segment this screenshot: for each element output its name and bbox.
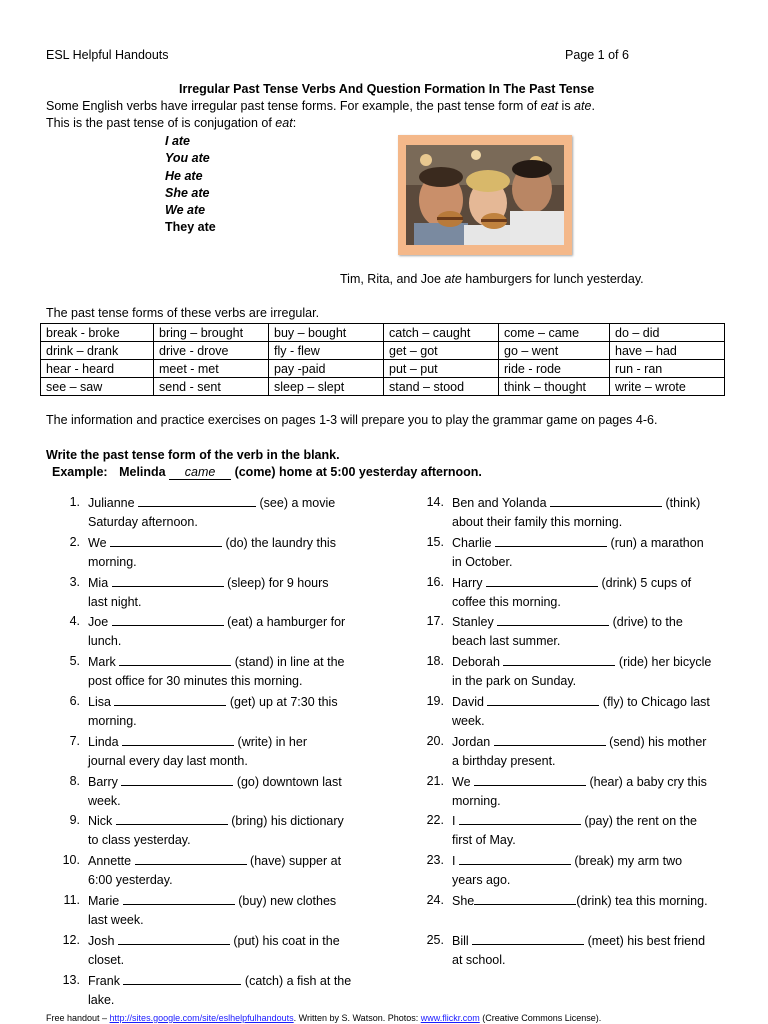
exercise-line	[88, 734, 307, 749]
exercise-line	[452, 535, 704, 550]
verb-table-cell: run - ran	[610, 360, 725, 378]
exercise-verb: (think)	[662, 496, 701, 510]
verb-table-cell: catch – caught	[384, 324, 499, 342]
answer-blank[interactable]	[495, 535, 607, 547]
exercise-verb: (break) my arm two	[570, 854, 683, 869]
exercise-number: 21.	[426, 773, 444, 788]
exercise-line	[88, 575, 329, 590]
exercise-number: 19.	[426, 694, 444, 708]
exercise-verb: (bring) his dictionary	[227, 814, 344, 829]
conjugation-item: He ate	[165, 168, 203, 183]
answer-blank[interactable]	[459, 813, 581, 825]
footer-text: Free handout –	[46, 1013, 110, 1023]
exercise-subject: Jordan	[452, 734, 494, 749]
answer-blank[interactable]	[494, 734, 606, 746]
exercise-verb: (catch) a fish at the	[241, 973, 352, 988]
footer-text: (Creative Commons License).	[479, 1013, 602, 1023]
answer-blank[interactable]	[119, 654, 231, 666]
exercise-verb: (drink) tea this morning.	[576, 894, 708, 908]
exercise-verb: (drive) to the	[609, 615, 683, 630]
answer-blank[interactable]	[135, 853, 247, 865]
answer-blank[interactable]	[114, 694, 226, 706]
example	[52, 465, 482, 480]
exercise-number: 25.	[426, 932, 444, 947]
answer-blank[interactable]	[110, 535, 222, 547]
exercise-line	[88, 774, 342, 789]
exercise-continuation: week.	[88, 793, 121, 808]
answer-blank[interactable]	[138, 495, 256, 507]
verb-table-cell: get – got	[384, 342, 499, 360]
intro-line-2	[46, 116, 296, 130]
answer-blank[interactable]	[123, 893, 235, 905]
verb-table-row	[41, 378, 725, 396]
exercise-line	[452, 774, 707, 789]
exercise-continuation: morning.	[88, 714, 137, 728]
flickr-link[interactable]: www.flickr.com	[420, 1013, 480, 1023]
verb-table-cell: fly - flew	[269, 342, 384, 360]
exercise-line	[452, 694, 710, 709]
exercise-verb: (have) supper at	[246, 854, 342, 869]
exercise-verb: (get) up at 7:30 this	[226, 695, 338, 709]
caption-ate: ate	[444, 272, 462, 286]
exercise-continuation: lake.	[88, 992, 115, 1007]
exercise-continuation: lunch.	[88, 634, 122, 649]
page-number: Page 1 of 6	[565, 48, 629, 62]
verb-table-row	[41, 342, 725, 360]
intro-text: .	[591, 99, 595, 113]
answer-blank[interactable]	[123, 973, 241, 985]
intro-text: is	[558, 99, 575, 113]
exercise-subject: We	[88, 535, 110, 550]
site-link[interactable]: http://sites.google.com/site/eslhelpfulhandouts	[109, 1013, 294, 1023]
page-title: Irregular Past Tense Verbs And Question Formation In The Past Tense	[179, 82, 595, 96]
verb-table-cell: drive - drove	[154, 342, 269, 360]
exercise-subject: Mia	[88, 575, 112, 590]
exercise-subject: I	[452, 814, 459, 829]
intro-line-1	[46, 99, 595, 113]
exercise-number: 5.	[69, 654, 80, 669]
exercise-continuation: to class yesterday.	[88, 833, 191, 848]
conjugation-item: You ate	[165, 151, 210, 166]
exercise-continuation: closet.	[88, 952, 125, 967]
verb-table-cell: break - broke	[41, 324, 154, 342]
exercise-subject: Josh	[88, 933, 118, 948]
answer-blank[interactable]	[472, 933, 584, 945]
intro-text: :	[292, 116, 297, 130]
exercise-line	[88, 535, 336, 550]
exercise-verb: (do) the laundry this	[222, 535, 336, 550]
exercise-verb: (hear) a baby cry this	[586, 774, 707, 789]
exercise-line	[452, 734, 706, 749]
instructions: Write the past tense form of the verb in the blank.	[46, 448, 340, 462]
exercise-line	[452, 813, 697, 828]
exercise-subject: Stanley	[452, 615, 498, 630]
exercise-subject: Ben and Yolanda	[452, 496, 551, 510]
exercise-number: 8.	[69, 773, 80, 788]
verb-table-row	[41, 360, 725, 378]
exercise-line	[452, 495, 700, 510]
answer-blank[interactable]	[503, 654, 615, 666]
exercise-continuation: beach last summer.	[452, 634, 561, 649]
exercise-number: 6.	[69, 694, 80, 708]
exercise-verb: (stand) in line at the	[231, 655, 345, 670]
exercise-verb: (put) his coat in the	[229, 933, 340, 948]
answer-blank[interactable]	[118, 933, 230, 945]
answer-blank[interactable]	[487, 694, 599, 706]
exercise-number: 11.	[63, 893, 80, 907]
exercise-verb: (send) his mother	[605, 734, 707, 749]
exercise-continuation: at school.	[452, 952, 506, 967]
exercise-continuation: week.	[452, 714, 485, 728]
exercise-line	[88, 694, 338, 709]
exercise-verb: (drink) 5 cups of	[598, 575, 692, 590]
answer-blank[interactable]	[122, 734, 234, 746]
exercise-line	[88, 933, 340, 948]
exercise-verb: (eat) a hamburger for	[223, 615, 346, 630]
exercise-subject: Charlie	[452, 535, 496, 550]
verb-table-cell: pay -paid	[269, 360, 384, 378]
verb-table-cell: have – had	[610, 342, 725, 360]
exercise-number: 7.	[69, 733, 80, 748]
photo-caption	[340, 272, 644, 286]
answer-blank[interactable]	[486, 575, 598, 587]
exercise-subject: David	[452, 695, 488, 709]
exercise-verb: (run) a marathon	[607, 535, 704, 550]
exercise-number: 17.	[426, 614, 444, 629]
exercise-continuation: a birthday present.	[452, 753, 556, 768]
intro-text: This is the past tense of is conjugation of	[46, 116, 276, 130]
exercise-number: 10.	[62, 853, 80, 868]
verb-table-cell: bring – brought	[154, 324, 269, 342]
exercise-subject: I	[452, 854, 459, 869]
exercise-subject: She	[452, 894, 475, 908]
exercise-verb: (sleep) for 9 hours	[223, 575, 329, 590]
exercise-number: 24.	[426, 893, 444, 907]
intro-eat: eat	[275, 116, 293, 130]
exercise-number: 12.	[62, 932, 80, 947]
exercise-subject: Barry	[88, 774, 122, 789]
conjugation-item: I ate	[165, 134, 191, 148]
exercise-line	[452, 654, 711, 669]
verb-table-cell: think – thought	[499, 378, 610, 396]
exercise-continuation: in October.	[452, 554, 513, 569]
verb-table-row	[41, 324, 725, 342]
answer-blank[interactable]	[116, 813, 228, 825]
exercise-subject: Bill	[452, 933, 473, 948]
exercise-number: 3.	[69, 574, 80, 589]
exercise-line	[88, 973, 351, 988]
exercise-number: 2.	[69, 534, 80, 549]
answer-blank[interactable]	[459, 853, 571, 865]
exercise-continuation: morning.	[452, 793, 501, 808]
example-answer: came	[169, 466, 231, 480]
header-left: ESL Helpful Handouts	[46, 48, 169, 62]
verb-table-cell: write – wrote	[610, 378, 725, 396]
verb-table-cell: sleep – slept	[269, 378, 384, 396]
exercise-line	[88, 495, 335, 510]
exercise-continuation: about their family this morning.	[452, 515, 623, 529]
exercise-line	[88, 853, 341, 868]
exercise-verb: (write) in her	[234, 734, 307, 749]
exercise-subject: We	[452, 774, 474, 789]
exercise-line	[452, 853, 682, 868]
exercise-subject: Joe	[88, 615, 112, 630]
exercise-verb: (go) downtown last	[233, 774, 342, 789]
answer-blank[interactable]	[550, 495, 662, 507]
exercise-continuation: morning.	[88, 554, 137, 569]
exercise-continuation: years ago.	[452, 873, 511, 888]
verb-table-cell: see – saw	[41, 378, 154, 396]
verb-table-cell: do – did	[610, 324, 725, 342]
info-text: The information and practice exercises on pages 1-3 will prepare you to play the grammar game on pages 4-6.	[46, 413, 658, 427]
exercise-number: 14.	[426, 495, 444, 509]
verb-table-cell: go – went	[499, 342, 610, 360]
verb-table-cell: put – put	[384, 360, 499, 378]
exercise-continuation: post office for 30 minutes this morning.	[88, 674, 303, 689]
exercise-line	[88, 813, 344, 828]
footer	[46, 1013, 601, 1023]
exercise-verb: (pay) the rent on the	[580, 814, 697, 829]
exercise-line	[452, 893, 708, 908]
intro-text: Some English verbs have irregular past tense forms. For example, the past tense form of	[46, 99, 541, 113]
intro-ate: ate	[574, 99, 592, 113]
exercise-number: 13.	[62, 972, 80, 987]
exercise-continuation: 6:00 yesterday.	[88, 873, 173, 888]
exercise-continuation: in the park on Sunday.	[452, 674, 577, 689]
footer-text: . Written by S. Watson. Photos:	[293, 1013, 421, 1023]
exercise-subject: Deborah	[452, 655, 504, 670]
people-eating-image	[406, 145, 564, 245]
exercise-line	[452, 933, 705, 948]
exercise-line	[88, 654, 345, 669]
exercise-number: 4.	[69, 614, 80, 629]
exercise-continuation: first of May.	[452, 833, 516, 848]
exercise-number: 1.	[69, 495, 80, 509]
exercise-verb: (ride) her bicycle	[615, 655, 712, 670]
answer-blank[interactable]	[474, 893, 576, 905]
conjugation-item: She ate	[165, 185, 210, 200]
exercise-line	[452, 614, 683, 629]
caption-text: hamburgers for lunch yesterday.	[461, 272, 644, 286]
exercise-subject: Marie	[88, 894, 123, 908]
irregular-verbs-table	[40, 323, 725, 396]
verb-table-cell: hear - heard	[41, 360, 154, 378]
example-text: (come) home at 5:00 yesterday afternoon.	[231, 465, 482, 479]
exercise-number: 18.	[426, 654, 444, 669]
exercise-subject: Linda	[88, 734, 123, 749]
verb-table-cell: meet - met	[154, 360, 269, 378]
exercise-line	[452, 575, 691, 590]
hamburger-photo	[398, 135, 572, 255]
exercise-continuation: journal every day last month.	[88, 753, 248, 768]
exercise-subject: Lisa	[88, 695, 115, 709]
exercise-number: 20.	[426, 733, 444, 748]
answer-blank[interactable]	[121, 774, 233, 786]
exercise-subject: Julianne	[88, 496, 139, 510]
table-intro: The past tense forms of these verbs are irregular.	[46, 306, 320, 320]
verb-table-cell: buy – bought	[269, 324, 384, 342]
exercise-continuation: last night.	[88, 594, 142, 609]
exercise-number: 15.	[426, 534, 444, 549]
exercise-subject: Annette	[88, 854, 135, 869]
answer-blank[interactable]	[497, 614, 609, 626]
exercise-subject: Harry	[452, 575, 487, 590]
verb-table-cell: send - sent	[154, 378, 269, 396]
verb-table-cell: ride - rode	[499, 360, 610, 378]
exercise-continuation: Saturday afternoon.	[88, 515, 198, 529]
caption-text: Tim, Rita, and Joe	[340, 272, 445, 286]
exercise-number: 23.	[426, 853, 444, 868]
exercise-number: 9.	[69, 813, 80, 828]
conjugation-item: They ate	[165, 220, 216, 235]
exercise-verb: (buy) new clothes	[234, 894, 337, 908]
exercise-subject: Frank	[88, 973, 124, 988]
answer-blank[interactable]	[474, 774, 586, 786]
answer-blank[interactable]	[112, 614, 224, 626]
example-text: Melinda	[119, 465, 170, 479]
conjugation-list	[165, 133, 216, 237]
exercise-line	[88, 893, 336, 908]
exercise-verb: (fly) to Chicago last	[599, 695, 710, 709]
exercise-number: 16.	[426, 574, 444, 589]
exercise-continuation: last week.	[88, 913, 144, 927]
conjugation-item: We ate	[165, 203, 206, 218]
exercise-verb: (meet) his best friend	[584, 933, 706, 948]
intro-eat: eat	[540, 99, 559, 113]
exercise-line	[88, 614, 345, 629]
example-label: Example:	[52, 465, 108, 479]
verb-table-cell: drink – drank	[41, 342, 154, 360]
exercise-verb: (see) a movie	[256, 496, 336, 510]
exercise-subject: Mark	[88, 655, 120, 670]
exercise-subject: Nick	[88, 814, 116, 829]
verb-table-cell: stand – stood	[384, 378, 499, 396]
exercise-number: 22.	[426, 813, 444, 828]
exercise-continuation: coffee this morning.	[452, 594, 561, 609]
verb-table-cell: come – came	[499, 324, 610, 342]
answer-blank[interactable]	[112, 575, 224, 587]
